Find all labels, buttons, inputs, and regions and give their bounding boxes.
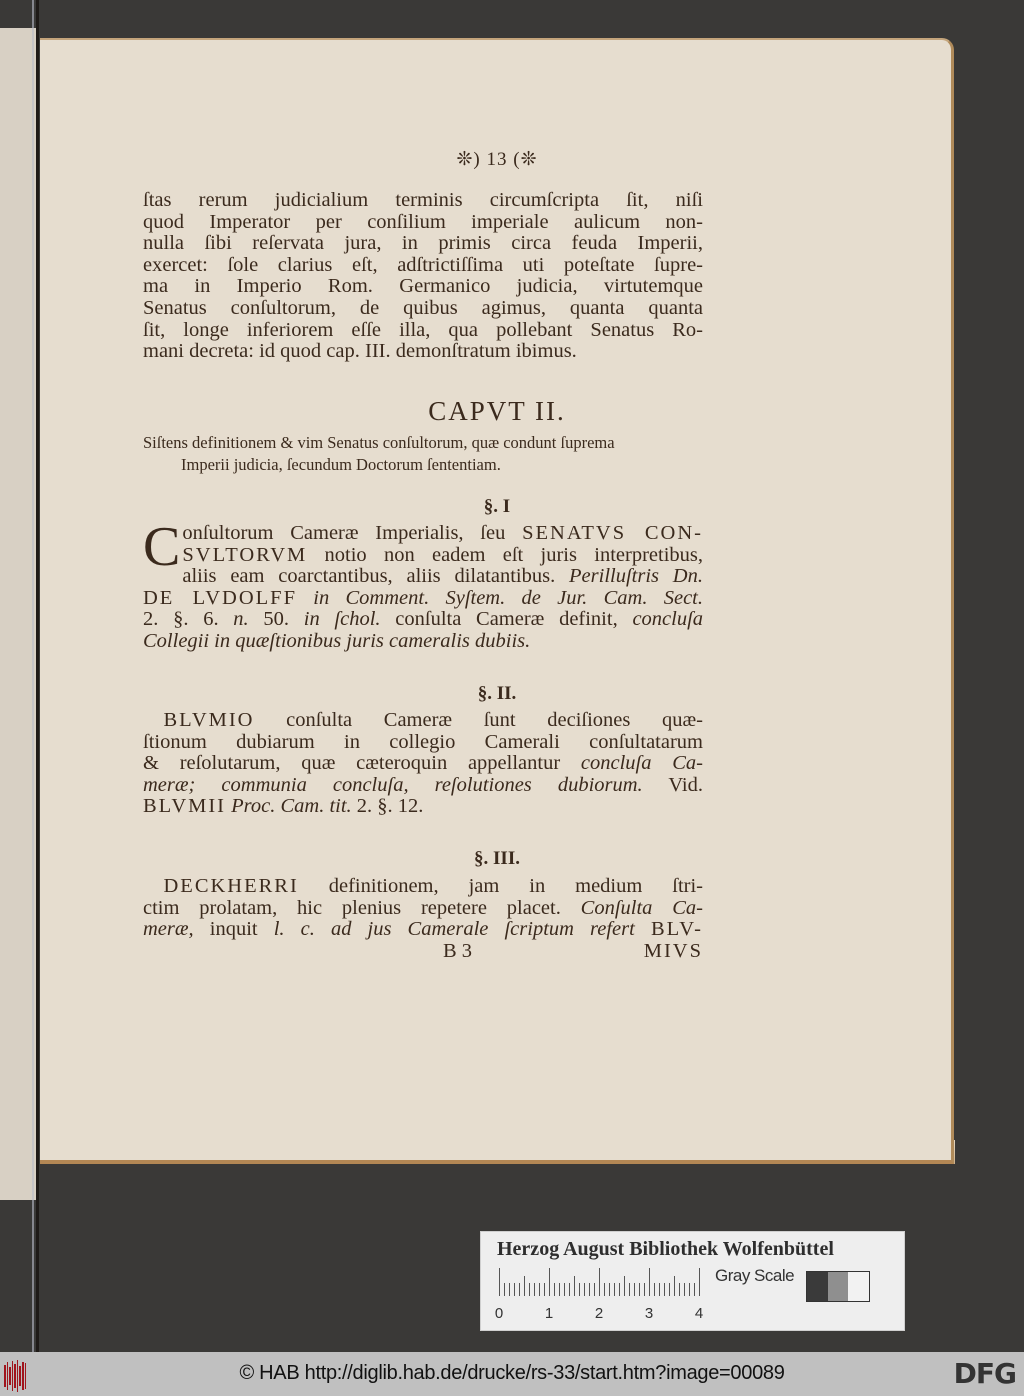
ruler-label: 1: [544, 1305, 554, 1322]
text-line: [143, 919, 703, 941]
scanned-page: [40, 38, 954, 1164]
italic-run: in Comment. Syſtem. de Jur. Cam. Sect.: [313, 586, 703, 609]
section-3-paragraph: [143, 876, 703, 941]
text-run: notio non eadem eſt juris interpretibus,: [307, 543, 703, 566]
gray-swatch: [828, 1272, 849, 1301]
italic-run: meræ; communia concluſa, reſolutiones dubiorum.: [143, 773, 643, 796]
ruler-tick: [624, 1276, 625, 1296]
text-line: quod Imperator per conſilium imperiale aulicum non-: [143, 210, 703, 233]
text-line: [143, 710, 703, 732]
caps-run: BLVMIO: [163, 709, 255, 731]
opening-paragraph: [143, 190, 703, 363]
text-run: conſulta Cameræ ſunt deciſiones quæ-: [254, 709, 703, 731]
text-line: ſtas rerum judicialium terminis circumſcripta ſit, niſi: [143, 189, 703, 211]
ruler-tick: [629, 1283, 630, 1296]
section-heading-1: §. I: [483, 496, 511, 517]
text-line: [143, 796, 703, 818]
ruler-tick: [604, 1283, 605, 1296]
ruler-tick: [649, 1268, 650, 1296]
text-line: ſit, longe inferiorem eſſe illa, qua pollebant Senatus Ro-: [143, 318, 703, 341]
ruler-label: 2: [594, 1305, 604, 1322]
text-run: onſultorum Cameræ Imperialis, ſeu: [182, 522, 523, 544]
italic-run: concluſa: [632, 608, 704, 631]
italic-run: concluſa Ca-: [580, 752, 703, 775]
section-heading-2: §. II.: [477, 683, 517, 704]
ruler-tick: [559, 1283, 560, 1296]
ruler-tick: [509, 1283, 510, 1296]
text-line: [143, 631, 703, 653]
ruler-tick: [689, 1283, 690, 1296]
drop-cap: C: [143, 516, 181, 578]
italic-run: Perilluſtris Dn.: [569, 565, 703, 588]
ruler-tick: [679, 1283, 680, 1296]
ruler-tick: [564, 1283, 565, 1296]
ruler-tick: [669, 1283, 670, 1296]
measurement-ruler: [494, 1268, 709, 1322]
ruler-tick: [519, 1283, 520, 1296]
section-heading-3: §. III.: [474, 848, 520, 869]
gray-swatch: [807, 1272, 828, 1301]
italic-run: in ſchol.: [303, 608, 381, 631]
ruler-tick: [549, 1268, 550, 1296]
text-line: mani decreta: id quod cap. III. demonſtratum ibimus.: [143, 340, 577, 363]
chapter-subtitle: [143, 432, 703, 476]
text-line: nulla ſibi reſervata jura, in primis circa feuda Imperii,: [143, 232, 703, 255]
text-line: [143, 609, 703, 631]
ruler-tick: [584, 1283, 585, 1296]
italic-run: meræ,: [143, 918, 194, 941]
text-line: Senatus conſultorum, de quibus agimus, quanta quanta: [143, 296, 703, 319]
text-run: definitionem, jam in medium ſtri-: [298, 875, 703, 897]
caps-run: DE LVDOLFF: [143, 586, 297, 609]
ruler-tick: [544, 1283, 545, 1296]
text-line: ma in Imperio Rom. Germanico judicia, virtutemque: [143, 275, 703, 298]
institution-name: Herzog August Bibliothek Wolfenbüttel: [497, 1238, 834, 1260]
signature-mark: B 3: [443, 940, 473, 962]
ruler-tick: [609, 1283, 610, 1296]
chapter-subtitle-line: Imperii judicia, ſecundum Doctorum ſententiam.: [181, 455, 501, 474]
ruler-tick: [504, 1283, 505, 1296]
ruler-tick: [614, 1283, 615, 1296]
text-line: [143, 588, 703, 610]
ruler-tick: [674, 1276, 675, 1296]
scan-target-label: [480, 1231, 905, 1331]
text-run: [143, 709, 164, 731]
text-run: conſulta Cameræ definit,: [380, 608, 633, 631]
ruler-tick: [664, 1283, 665, 1296]
ruler-tick: [684, 1283, 685, 1296]
italic-run: Proc. Cam. tit.: [231, 795, 352, 818]
text-line: [143, 732, 703, 754]
text-run: ſtionum dubiarum in collegio Camerali conſultatarum: [143, 730, 703, 753]
text-line: [143, 775, 703, 797]
ruler-tick: [539, 1283, 540, 1296]
ruler-tick: [619, 1283, 620, 1296]
ruler-tick: [694, 1283, 695, 1296]
text-run: 2. §. 6.: [143, 608, 234, 631]
ruler-tick: [534, 1283, 535, 1296]
text-line: [143, 523, 703, 545]
page-gutter-line: [36, 0, 39, 1352]
ruler-tick: [654, 1283, 655, 1296]
text-line: [143, 753, 703, 775]
italic-run: Conſulta Ca-: [580, 896, 703, 919]
gray-scale-label: Gray Scale: [715, 1266, 795, 1285]
ruler-tick: [659, 1283, 660, 1296]
ruler-tick: [589, 1283, 590, 1296]
catchword: MIVS: [643, 940, 703, 962]
italic-run: Collegii in quæſtionibus juris cameralis dubiis.: [143, 629, 531, 652]
footer-credit-link[interactable]: © HAB http://diglib.hab.de/drucke/rs-33/start.htm?image=00089: [239, 1362, 785, 1384]
ruler-tick: [644, 1283, 645, 1296]
caps-run: BLVMII: [143, 795, 226, 818]
ruler-tick: [524, 1276, 525, 1296]
text-run: 2. §. 12.: [351, 795, 424, 818]
text-run: [635, 918, 651, 940]
italic-run: n.: [233, 608, 249, 631]
text-run: & reſolutarum, quæ cæteroquin appellantur: [143, 752, 581, 775]
ruler-tick: [554, 1283, 555, 1296]
ruler-tick: [529, 1283, 530, 1296]
ruler-label: 3: [644, 1305, 654, 1322]
italic-run: l. c. ad jus Camerale ſcriptum refert: [273, 918, 635, 941]
chapter-subtitle-line: Siſtens definitionem & vim Senatus conſultorum, quæ condunt ſuprema: [143, 433, 615, 452]
ruler-tick: [634, 1283, 635, 1296]
text-run: ctim prolatam, hic plenius repetere placet.: [143, 896, 581, 919]
section-1-paragraph: [143, 516, 704, 653]
ruler-tick: [514, 1283, 515, 1296]
text-run: [297, 587, 313, 609]
text-run: [143, 875, 164, 897]
gray-scale-swatches: [806, 1271, 870, 1302]
text-line: [143, 876, 703, 898]
dfg-logo-icon: DFG: [953, 1357, 1016, 1390]
ruler-tick: [594, 1283, 595, 1296]
ruler-tick: [569, 1283, 570, 1296]
ruler-tick: [499, 1268, 500, 1296]
gray-swatch: [848, 1272, 869, 1301]
ruler-tick: [599, 1268, 600, 1296]
caps-run: DECKHERRI: [163, 875, 299, 897]
small-caps-run: SENATVS CON-: [522, 522, 703, 544]
text-line: [143, 898, 703, 920]
small-caps-run: SVLTORVM: [182, 543, 308, 566]
chapter-title: CAPVT II.: [428, 396, 566, 426]
ruler-label: 0: [494, 1305, 504, 1322]
text-line: [143, 545, 703, 567]
ruler-tick: [574, 1276, 575, 1296]
running-header: ❊) 13 (❊: [456, 149, 538, 170]
ruler-label: 4: [694, 1305, 704, 1322]
text-run: Vid.: [642, 773, 703, 796]
ruler-tick: [699, 1268, 700, 1296]
section-2-paragraph: [143, 710, 703, 818]
footer-bar: [0, 1352, 1024, 1396]
text-run: inquit: [193, 918, 274, 941]
glass-edge: [32, 0, 34, 1352]
text-line: [143, 566, 703, 588]
text-line: exercet: ſole clarius eſt, adſtrictiſſima uti poteſtate ſupre-: [143, 253, 703, 276]
text-run: 50.: [248, 608, 304, 631]
ruler-tick: [639, 1283, 640, 1296]
text-run: aliis eam coarctantibus, aliis dilatantibus.: [182, 565, 570, 588]
ruler-tick: [579, 1283, 580, 1296]
caps-run: BLV-: [650, 918, 704, 941]
